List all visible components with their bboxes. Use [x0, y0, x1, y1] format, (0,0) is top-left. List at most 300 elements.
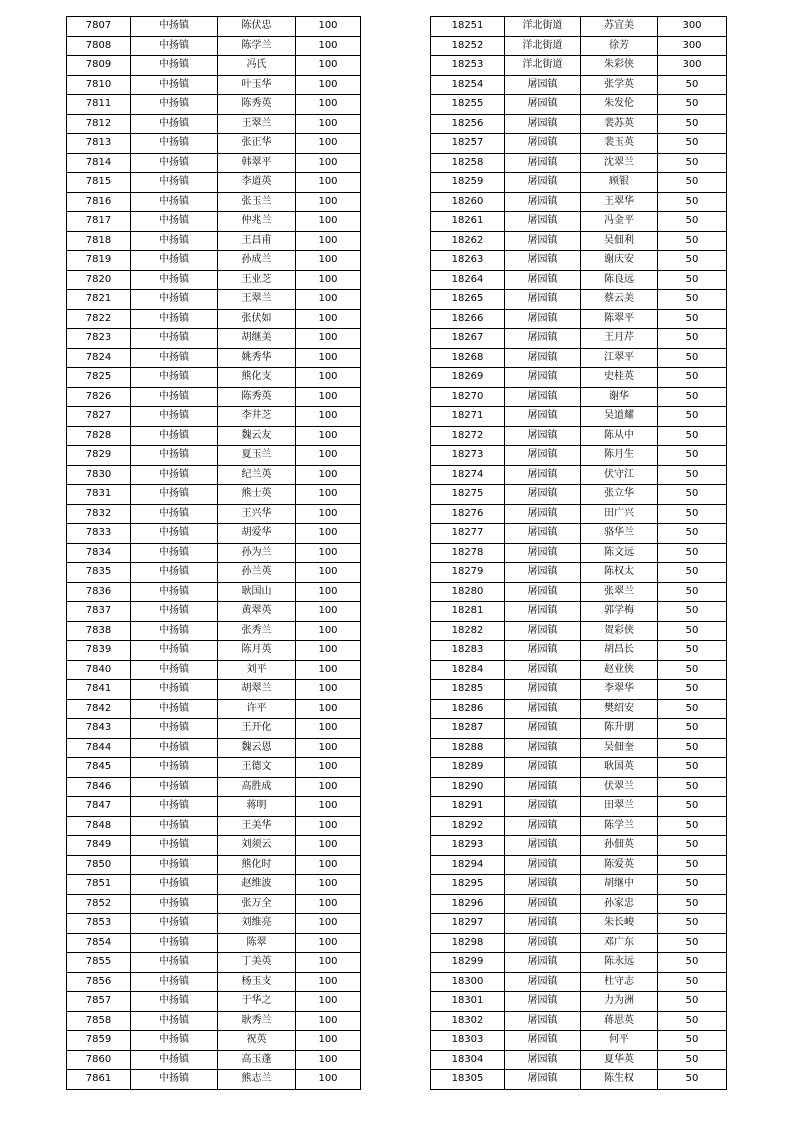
town-cell: 屠园镇	[505, 134, 581, 154]
amount-cell: 50	[658, 212, 727, 232]
id-cell: 7849	[67, 836, 131, 856]
town-cell: 屠园镇	[505, 446, 581, 466]
name-cell: 刘平	[218, 660, 296, 680]
name-cell: 谢华	[581, 387, 658, 407]
amount-cell: 50	[658, 582, 727, 602]
table-row	[431, 173, 727, 193]
name-cell: 胡继美	[218, 329, 296, 349]
table-row	[67, 407, 361, 427]
table-row	[67, 95, 361, 115]
town-cell: 屠园镇	[505, 504, 581, 524]
name-cell: 熊化支	[218, 368, 296, 388]
name-cell: 胡昌长	[581, 641, 658, 661]
id-cell: 7834	[67, 543, 131, 563]
amount-cell: 100	[296, 758, 361, 778]
id-cell: 7810	[67, 75, 131, 95]
town-cell: 屠园镇	[505, 543, 581, 563]
amount-cell: 100	[296, 114, 361, 134]
table-row	[67, 368, 361, 388]
table-row	[431, 348, 727, 368]
table-row	[67, 1031, 361, 1051]
table-row	[67, 56, 361, 76]
amount-cell: 100	[296, 660, 361, 680]
town-cell: 屠园镇	[505, 621, 581, 641]
town-cell: 中扬镇	[131, 953, 218, 973]
table-row	[431, 387, 727, 407]
table-row	[431, 914, 727, 934]
town-cell: 屠园镇	[505, 329, 581, 349]
table-row	[67, 251, 361, 271]
table-row	[67, 134, 361, 154]
amount-cell: 100	[296, 56, 361, 76]
town-cell: 中扬镇	[131, 231, 218, 251]
town-cell: 屠园镇	[505, 602, 581, 622]
town-cell: 中扬镇	[131, 75, 218, 95]
table-row	[431, 56, 727, 76]
name-cell: 胡继中	[581, 875, 658, 895]
town-cell: 中扬镇	[131, 933, 218, 953]
table-row	[67, 855, 361, 875]
id-cell: 7860	[67, 1050, 131, 1070]
amount-cell: 100	[296, 173, 361, 193]
amount-cell: 50	[658, 894, 727, 914]
id-cell: 18258	[431, 153, 505, 173]
amount-cell: 100	[296, 212, 361, 232]
amount-cell: 50	[658, 758, 727, 778]
id-cell: 7812	[67, 114, 131, 134]
name-cell: 熊化时	[218, 855, 296, 875]
name-cell: 丁美英	[218, 953, 296, 973]
id-cell: 18266	[431, 309, 505, 329]
name-cell: 王开化	[218, 719, 296, 739]
name-cell: 何平	[581, 1031, 658, 1051]
town-cell: 屠园镇	[505, 953, 581, 973]
amount-cell: 50	[658, 134, 727, 154]
town-cell: 中扬镇	[131, 153, 218, 173]
amount-cell: 50	[658, 563, 727, 583]
name-cell: 王德文	[218, 758, 296, 778]
table-row	[67, 738, 361, 758]
town-cell: 中扬镇	[131, 738, 218, 758]
amount-cell: 50	[658, 309, 727, 329]
amount-cell: 100	[296, 875, 361, 895]
name-cell: 贺彩侠	[581, 621, 658, 641]
name-cell: 孙成兰	[218, 251, 296, 271]
table-row	[431, 758, 727, 778]
id-cell: 7845	[67, 758, 131, 778]
town-cell: 屠园镇	[505, 290, 581, 310]
table-row	[431, 1050, 727, 1070]
town-cell: 洋北街道	[505, 36, 581, 56]
name-cell: 陈从中	[581, 426, 658, 446]
town-cell: 中扬镇	[131, 836, 218, 856]
amount-cell: 50	[658, 836, 727, 856]
table-row	[67, 816, 361, 836]
town-cell: 中扬镇	[131, 777, 218, 797]
name-cell: 杨玉支	[218, 972, 296, 992]
town-cell: 中扬镇	[131, 290, 218, 310]
id-cell: 7855	[67, 953, 131, 973]
amount-cell: 300	[658, 36, 727, 56]
table-row	[67, 36, 361, 56]
town-cell: 中扬镇	[131, 914, 218, 934]
id-cell: 7835	[67, 563, 131, 583]
town-cell: 屠园镇	[505, 563, 581, 583]
id-cell: 7850	[67, 855, 131, 875]
id-cell: 7823	[67, 329, 131, 349]
town-cell: 洋北街道	[505, 17, 581, 37]
name-cell: 王美华	[218, 816, 296, 836]
id-cell: 7816	[67, 192, 131, 212]
table-row	[431, 1070, 727, 1090]
name-cell: 于华之	[218, 992, 296, 1012]
id-cell: 18282	[431, 621, 505, 641]
amount-cell: 100	[296, 270, 361, 290]
name-cell: 陈爱英	[581, 855, 658, 875]
town-cell: 屠园镇	[505, 485, 581, 505]
amount-cell: 50	[658, 602, 727, 622]
id-cell: 18274	[431, 465, 505, 485]
table-row	[431, 621, 727, 641]
name-cell: 蔡云美	[581, 290, 658, 310]
id-cell: 18296	[431, 894, 505, 914]
id-cell: 7829	[67, 446, 131, 466]
amount-cell: 50	[658, 524, 727, 544]
amount-cell: 50	[658, 465, 727, 485]
id-cell: 18304	[431, 1050, 505, 1070]
left-table	[66, 16, 361, 1090]
name-cell: 陈秀英	[218, 387, 296, 407]
name-cell: 张秀兰	[218, 621, 296, 641]
name-cell: 孙佃英	[581, 836, 658, 856]
amount-cell: 100	[296, 543, 361, 563]
table-row	[67, 1070, 361, 1090]
amount-cell: 100	[296, 855, 361, 875]
name-cell: 裴苏英	[581, 114, 658, 134]
name-cell: 纪兰英	[218, 465, 296, 485]
amount-cell: 100	[296, 894, 361, 914]
amount-cell: 50	[658, 621, 727, 641]
town-cell: 屠园镇	[505, 777, 581, 797]
amount-cell: 100	[296, 75, 361, 95]
amount-cell: 100	[296, 192, 361, 212]
id-cell: 7826	[67, 387, 131, 407]
table-row	[431, 446, 727, 466]
table-row	[431, 95, 727, 115]
table-row	[431, 660, 727, 680]
name-cell: 张翠兰	[581, 582, 658, 602]
name-cell: 王翠华	[581, 192, 658, 212]
table-row	[431, 465, 727, 485]
name-cell: 魏云恩	[218, 738, 296, 758]
table-row	[431, 953, 727, 973]
amount-cell: 100	[296, 368, 361, 388]
amount-cell: 50	[658, 270, 727, 290]
name-cell: 朱长峻	[581, 914, 658, 934]
table-row	[431, 485, 727, 505]
table-row	[431, 680, 727, 700]
name-cell: 高玉蓬	[218, 1050, 296, 1070]
amount-cell: 100	[296, 680, 361, 700]
id-cell: 7851	[67, 875, 131, 895]
amount-cell: 100	[296, 329, 361, 349]
amount-cell: 100	[296, 602, 361, 622]
name-cell: 裴玉英	[581, 134, 658, 154]
amount-cell: 100	[296, 816, 361, 836]
amount-cell: 100	[296, 933, 361, 953]
table-row	[431, 290, 727, 310]
name-cell: 陈学兰	[581, 816, 658, 836]
name-cell: 江翠平	[581, 348, 658, 368]
table-row	[67, 504, 361, 524]
name-cell: 王兴华	[218, 504, 296, 524]
name-cell: 杜守志	[581, 972, 658, 992]
amount-cell: 100	[296, 1070, 361, 1090]
id-cell: 7815	[67, 173, 131, 193]
id-cell: 18286	[431, 699, 505, 719]
table-row	[67, 699, 361, 719]
name-cell: 赵维波	[218, 875, 296, 895]
town-cell: 中扬镇	[131, 251, 218, 271]
name-cell: 陈伏忠	[218, 17, 296, 37]
town-cell: 中扬镇	[131, 173, 218, 193]
table-row	[67, 426, 361, 446]
table-row	[67, 621, 361, 641]
amount-cell: 50	[658, 348, 727, 368]
id-cell: 18269	[431, 368, 505, 388]
table-row	[67, 485, 361, 505]
table-row	[431, 836, 727, 856]
table-row	[431, 1031, 727, 1051]
town-cell: 屠园镇	[505, 836, 581, 856]
amount-cell: 100	[296, 582, 361, 602]
town-cell: 中扬镇	[131, 641, 218, 661]
name-cell: 蒋明	[218, 797, 296, 817]
id-cell: 18262	[431, 231, 505, 251]
id-cell: 18283	[431, 641, 505, 661]
name-cell: 陈翠平	[581, 309, 658, 329]
amount-cell: 100	[296, 524, 361, 544]
town-cell: 中扬镇	[131, 17, 218, 37]
table-row	[67, 192, 361, 212]
amount-cell: 50	[658, 660, 727, 680]
id-cell: 18284	[431, 660, 505, 680]
town-cell: 中扬镇	[131, 563, 218, 583]
id-cell: 7838	[67, 621, 131, 641]
id-cell: 7836	[67, 582, 131, 602]
table-row	[67, 797, 361, 817]
amount-cell: 50	[658, 641, 727, 661]
town-cell: 屠园镇	[505, 797, 581, 817]
id-cell: 7846	[67, 777, 131, 797]
table-row	[431, 134, 727, 154]
name-cell: 沈翠兰	[581, 153, 658, 173]
town-cell: 中扬镇	[131, 309, 218, 329]
town-cell: 屠园镇	[505, 660, 581, 680]
id-cell: 18259	[431, 173, 505, 193]
name-cell: 冯金平	[581, 212, 658, 232]
id-cell: 7818	[67, 231, 131, 251]
town-cell: 中扬镇	[131, 212, 218, 232]
id-cell: 18303	[431, 1031, 505, 1051]
id-cell: 18253	[431, 56, 505, 76]
town-cell: 中扬镇	[131, 660, 218, 680]
table-row	[431, 504, 727, 524]
table-row	[67, 933, 361, 953]
id-cell: 7847	[67, 797, 131, 817]
amount-cell: 50	[658, 407, 727, 427]
name-cell: 苏宜美	[581, 17, 658, 37]
name-cell: 张立华	[581, 485, 658, 505]
id-cell: 7859	[67, 1031, 131, 1051]
id-cell: 18275	[431, 485, 505, 505]
table-row	[431, 36, 727, 56]
amount-cell: 50	[658, 992, 727, 1012]
table-row	[431, 855, 727, 875]
id-cell: 18298	[431, 933, 505, 953]
id-cell: 18263	[431, 251, 505, 271]
left-table-body	[67, 17, 361, 1090]
name-cell: 耿国山	[218, 582, 296, 602]
town-cell: 屠园镇	[505, 933, 581, 953]
town-cell: 中扬镇	[131, 797, 218, 817]
name-cell: 郭学梅	[581, 602, 658, 622]
id-cell: 18267	[431, 329, 505, 349]
amount-cell: 100	[296, 641, 361, 661]
name-cell: 谢庆安	[581, 251, 658, 271]
id-cell: 18255	[431, 95, 505, 115]
amount-cell: 100	[296, 134, 361, 154]
table-row	[67, 173, 361, 193]
town-cell: 屠园镇	[505, 855, 581, 875]
town-cell: 中扬镇	[131, 465, 218, 485]
id-cell: 18285	[431, 680, 505, 700]
table-row	[67, 114, 361, 134]
id-cell: 18254	[431, 75, 505, 95]
id-cell: 18293	[431, 836, 505, 856]
town-cell: 中扬镇	[131, 114, 218, 134]
town-cell: 屠园镇	[505, 699, 581, 719]
town-cell: 中扬镇	[131, 972, 218, 992]
amount-cell: 100	[296, 1050, 361, 1070]
name-cell: 陈升朋	[581, 719, 658, 739]
id-cell: 18299	[431, 953, 505, 973]
id-cell: 18271	[431, 407, 505, 427]
name-cell: 史桂英	[581, 368, 658, 388]
name-cell: 王月芹	[581, 329, 658, 349]
name-cell: 夏华英	[581, 1050, 658, 1070]
table-row	[431, 426, 727, 446]
table-row	[431, 17, 727, 37]
amount-cell: 50	[658, 114, 727, 134]
town-cell: 中扬镇	[131, 329, 218, 349]
amount-cell: 50	[658, 1070, 727, 1090]
town-cell: 屠园镇	[505, 212, 581, 232]
id-cell: 18276	[431, 504, 505, 524]
amount-cell: 50	[658, 719, 727, 739]
table-row	[431, 114, 727, 134]
id-cell: 7824	[67, 348, 131, 368]
town-cell: 屠园镇	[505, 251, 581, 271]
amount-cell: 50	[658, 329, 727, 349]
table-row	[431, 972, 727, 992]
amount-cell: 50	[658, 816, 727, 836]
amount-cell: 50	[658, 933, 727, 953]
table-row	[67, 1050, 361, 1070]
name-cell: 陈月英	[218, 641, 296, 661]
id-cell: 7811	[67, 95, 131, 115]
table-row	[67, 563, 361, 583]
id-cell: 18281	[431, 602, 505, 622]
town-cell: 中扬镇	[131, 368, 218, 388]
name-cell: 耿秀兰	[218, 1011, 296, 1031]
table-row	[67, 953, 361, 973]
town-cell: 中扬镇	[131, 602, 218, 622]
table-row	[67, 446, 361, 466]
amount-cell: 300	[658, 17, 727, 37]
name-cell: 王业芝	[218, 270, 296, 290]
amount-cell: 100	[296, 836, 361, 856]
table-row	[67, 602, 361, 622]
amount-cell: 100	[296, 719, 361, 739]
town-cell: 中扬镇	[131, 348, 218, 368]
table-row	[67, 660, 361, 680]
table-row	[67, 1011, 361, 1031]
id-cell: 18294	[431, 855, 505, 875]
town-cell: 屠园镇	[505, 738, 581, 758]
id-cell: 18301	[431, 992, 505, 1012]
table-row	[67, 719, 361, 739]
table-row	[431, 212, 727, 232]
name-cell: 陈良远	[581, 270, 658, 290]
town-cell: 中扬镇	[131, 387, 218, 407]
amount-cell: 50	[658, 1031, 727, 1051]
table-row	[67, 524, 361, 544]
town-cell: 屠园镇	[505, 348, 581, 368]
table-row	[67, 680, 361, 700]
table-row	[431, 582, 727, 602]
town-cell: 屠园镇	[505, 270, 581, 290]
id-cell: 18279	[431, 563, 505, 583]
name-cell: 孙为兰	[218, 543, 296, 563]
town-cell: 中扬镇	[131, 1070, 218, 1090]
id-cell: 7841	[67, 680, 131, 700]
id-cell: 7856	[67, 972, 131, 992]
table-row	[67, 309, 361, 329]
town-cell: 屠园镇	[505, 465, 581, 485]
name-cell: 蒋思英	[581, 1011, 658, 1031]
name-cell: 朱彩侠	[581, 56, 658, 76]
id-cell: 18280	[431, 582, 505, 602]
name-cell: 李翠华	[581, 680, 658, 700]
amount-cell: 100	[296, 95, 361, 115]
table-row	[67, 641, 361, 661]
amount-cell: 50	[658, 368, 727, 388]
table-row	[431, 875, 727, 895]
town-cell: 屠园镇	[505, 387, 581, 407]
table-row	[67, 212, 361, 232]
name-cell: 李井芝	[218, 407, 296, 427]
town-cell: 中扬镇	[131, 134, 218, 154]
table-row	[67, 231, 361, 251]
town-cell: 屠园镇	[505, 1070, 581, 1090]
town-cell: 屠园镇	[505, 992, 581, 1012]
id-cell: 18261	[431, 212, 505, 232]
id-cell: 7809	[67, 56, 131, 76]
id-cell: 7828	[67, 426, 131, 446]
name-cell: 陈秀英	[218, 95, 296, 115]
town-cell: 屠园镇	[505, 368, 581, 388]
